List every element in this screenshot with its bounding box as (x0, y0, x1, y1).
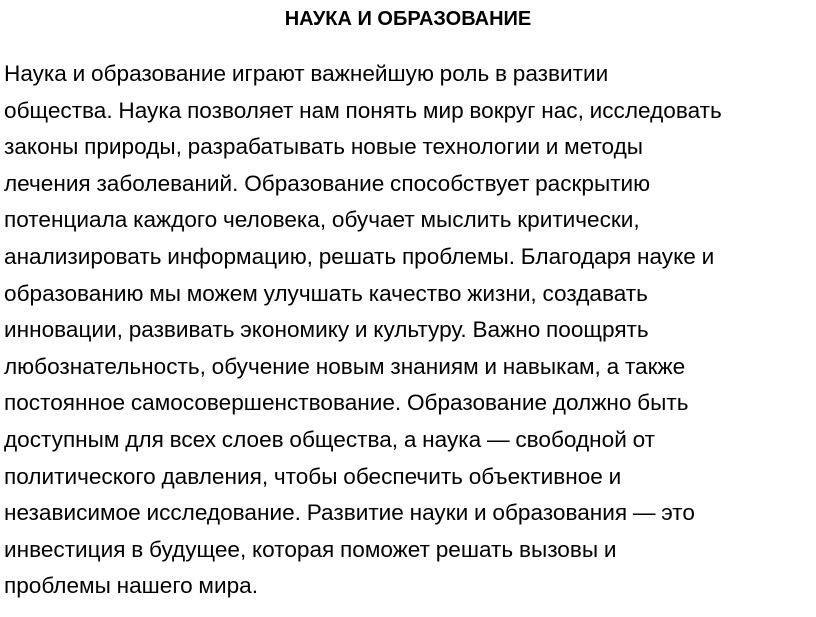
document-title: НАУКА И ОБРАЗОВАНИЕ (284, 8, 532, 30)
body-line: Наука и образование играют важнейшую роль в развитии (4, 61, 609, 86)
document-body (4, 56, 812, 605)
body-line: независимое исследование. Развитие науки и образования — это (4, 500, 695, 526)
body-line: инновации, развивать экономику и культуру. Важно поощрять (4, 317, 649, 343)
body-line: инвестиция в будущее, которая поможет решать вызовы и (4, 536, 617, 562)
body-line: общества. Наука позволяет нам понять мир вокруг нас, исследовать (4, 97, 722, 123)
body-line: лечения заболеваний. Образование способствует раскрытию (4, 170, 651, 196)
body-line: анализировать информацию, решать проблемы. Благодаря науке и (4, 243, 715, 269)
body-line: образованию мы можем улучшать качество жизни, создавать (4, 280, 648, 306)
body-line: потенциала каждого человека, обучает мыслить критически, (4, 207, 640, 233)
body-line: проблемы нашего мира. (4, 573, 258, 599)
body-line: постоянное самосовершенствование. Образование должно быть (4, 390, 689, 416)
body-line: политического давления, чтобы обеспечить объективное и (4, 463, 622, 489)
body-line: законы природы, разрабатывать новые технологии и методы (4, 134, 644, 160)
body-line: доступным для всех слоев общества, а наука — свободной от (4, 426, 656, 452)
body-line: любознательность, обучение новым знаниям и навыкам, а также (4, 353, 686, 379)
